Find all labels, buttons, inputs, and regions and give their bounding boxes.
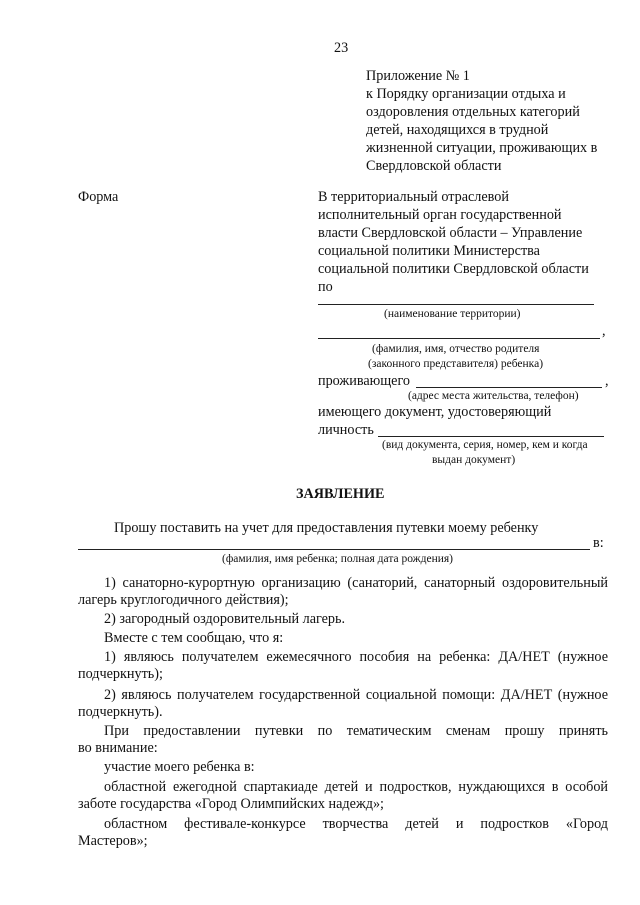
appendix-line: оздоровления отдельных категорий [366,104,580,120]
appendix-line: детей, находящихся в трудной [366,122,549,138]
address-field[interactable] [416,387,602,388]
address-caption: (адрес места жительства, телефон) [408,390,579,402]
body-line: Мастеров»; [78,833,148,849]
body-line: областном фестивале-конкурсе творчества детей и подростков «Город [104,816,608,832]
parent-caption-line: (законного представителя) ребенка) [368,358,544,370]
appendix-line: к Порядку организации отдыха и [366,86,566,102]
territory-caption: (наименование территории) [384,308,521,320]
document-title: ЗАЯВЛЕНИЕ [296,486,385,502]
body-line: 1) санаторно-курортную организацию (санаторий, санаторный оздоровительный [104,575,608,591]
appendix-line: жизненной ситуации, проживающих в [366,140,598,156]
body-line: областной ежегодной спартакиаде детей и подростков, нуждающихся в особой [104,779,608,795]
residing-label: проживающего [318,373,411,389]
body-line: 2) загородный оздоровительный лагерь. [104,611,346,627]
addressee-line: исполнительный орган государственной [318,207,562,223]
residing-comma: , [605,373,609,389]
body-line: 2) являюсь получателем государственной социальной помощи: ДА/НЕТ (нужное [104,687,608,703]
document-label-line: имеющего документ, удостоверяющий [318,404,552,420]
appendix-line: Приложение № 1 [366,68,470,84]
addressee-line: власти Свердловской области – Управление [318,225,583,241]
appendix-line: Свердловской области [366,158,502,174]
body-line: подчеркнуть). [78,704,163,720]
document-label-line: личность [318,422,374,438]
parent-caption-line: (фамилия, имя, отчество родителя [372,343,540,355]
parent-comma: , [602,323,606,339]
body-line: 1) являюсь получателем ежемесячного пособия на ребенка: ДА/НЕТ (нужное [104,649,608,665]
child-suffix: в: [593,535,604,551]
child-field[interactable] [78,549,590,550]
child-caption: (фамилия, имя ребенка; полная дата рождения) [222,553,454,565]
body-line: При предоставлении путевки по тематическим сменам прошу принять [104,723,608,739]
parent-name-field[interactable] [318,338,600,339]
body-line: Вместе с тем сообщаю, что я: [104,630,284,646]
body-line: участие моего ребенка в: [104,759,255,775]
document-field[interactable] [378,436,604,437]
addressee-line: по [318,279,333,295]
addressee-line: социальной политики Министерства [318,243,540,259]
addressee-line: В территориальный отраслевой [318,189,509,205]
territory-field[interactable] [318,304,594,305]
document-caption-line: (вид документа, серия, номер, кем и когда [382,439,588,451]
document-caption-line: выдан документ) [432,454,516,466]
request-line: Прошу поставить на учет для предоставления путевки моему ребенку [114,520,539,536]
body-line: во внимание: [78,740,158,756]
body-line: лагерь круглогодичного действия); [78,592,289,608]
form-label: Форма [78,189,119,205]
page-number: 23 [334,40,349,56]
body-line: подчеркнуть); [78,666,163,682]
addressee-line: социальной политики Свердловской области [318,261,589,277]
body-line: заботе государства «Город Олимпийских надежд»; [78,796,384,812]
